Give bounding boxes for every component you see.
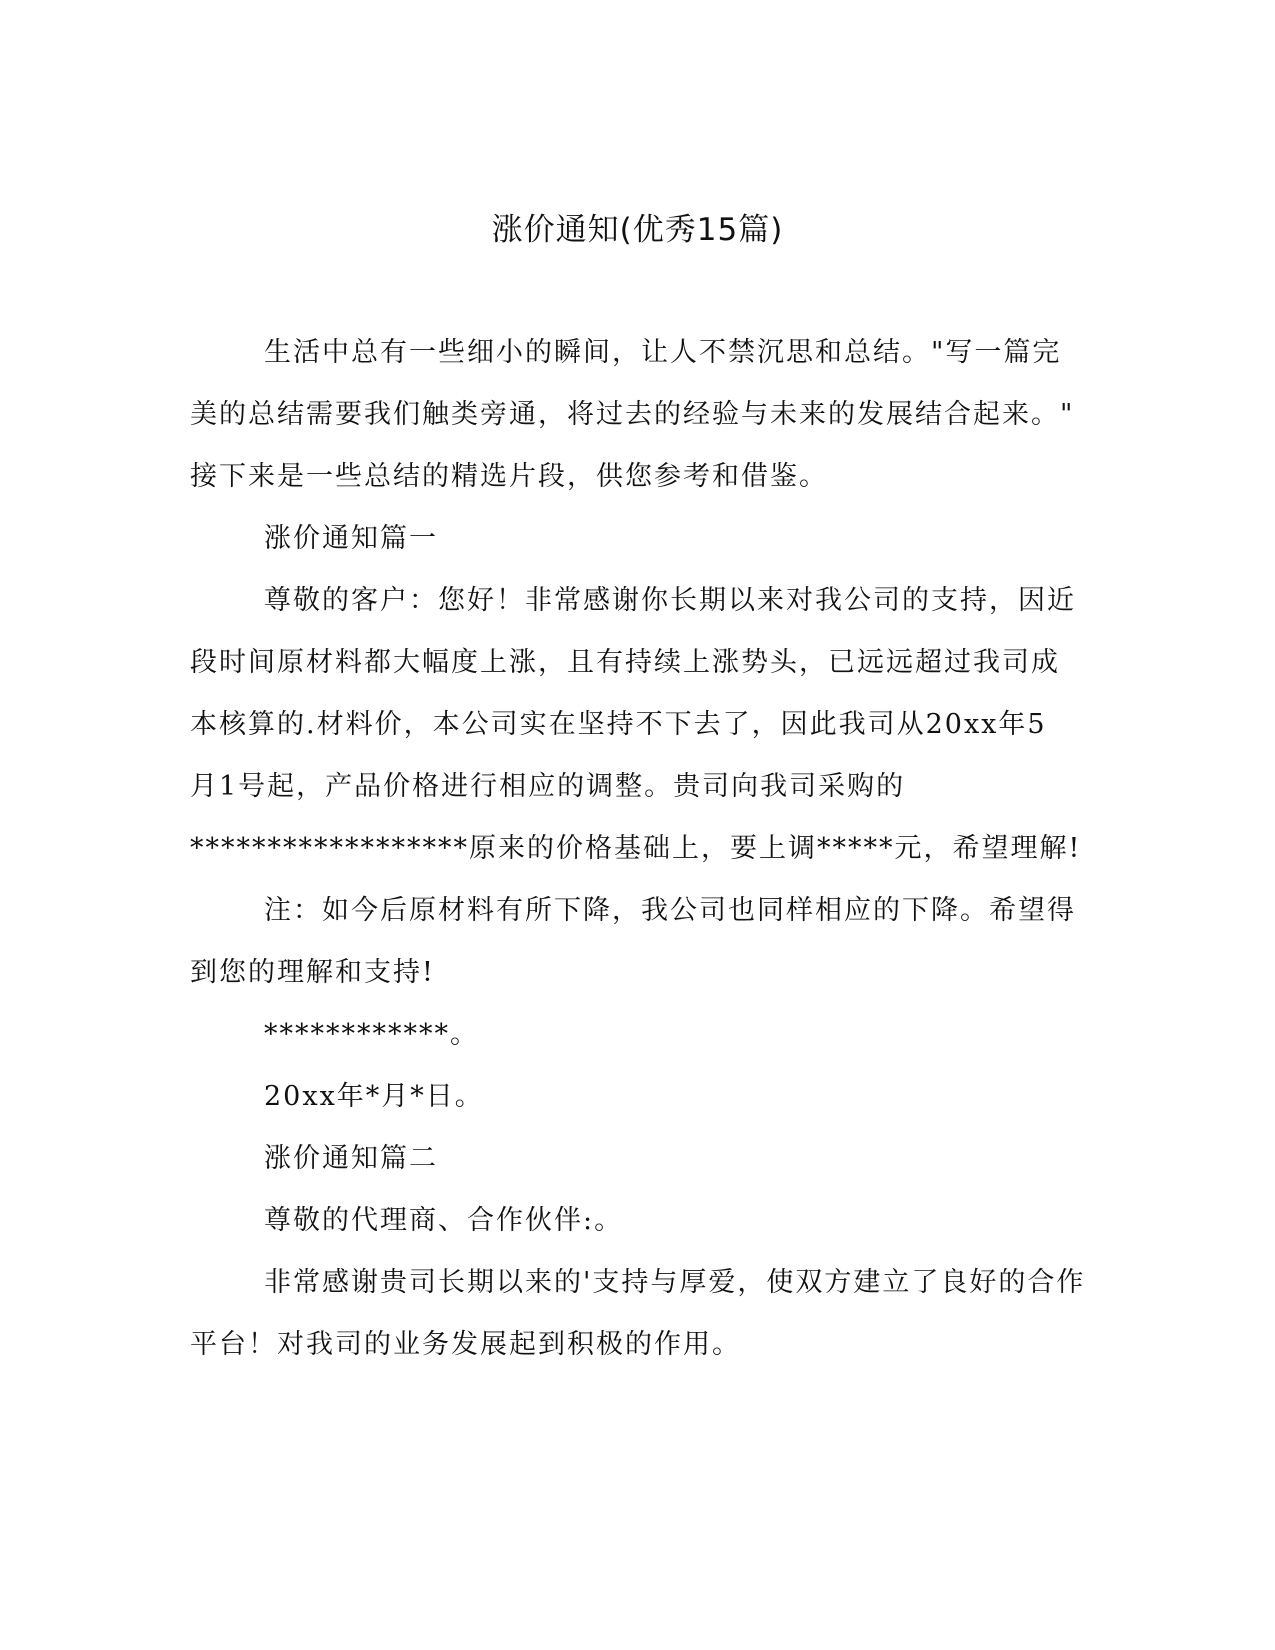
intro-paragraph-line-2: 美的总结需要我们触类旁通，将过去的经验与未来的发展结合起来。" <box>190 399 1075 430</box>
notice-1-note-line-2: 到您的理解和支持! <box>190 957 435 988</box>
notice-1-note-line-1: 注：如今后原材料有所下降，我公司也同样相应的下降。希望得 <box>264 895 1076 926</box>
notice-1-paragraph-line-1: 尊敬的客户：您好！非常感谢你长期以来对我公司的支持，因近 <box>264 585 1076 616</box>
document-body <box>190 322 1086 1376</box>
intro-paragraph-line-3: 接下来是一些总结的精选片段，供您参考和借鉴。 <box>190 461 828 492</box>
notice-1-paragraph-line-3: 本核算的.材料价，本公司实在坚持不下去了，因此我司从20xx年5 <box>190 709 1047 740</box>
notice-2-paragraph-line-2: 平台！对我司的业务发展起到积极的作用。 <box>190 1329 741 1360</box>
intro-paragraph-line-1: 生活中总有一些细小的瞬间，让人不禁沉思和总结。"写一篇完 <box>264 337 1062 368</box>
section-heading-2: 涨价通知篇二 <box>264 1143 438 1174</box>
notice-1-signature: ************。 <box>264 1019 479 1050</box>
section-heading-1: 涨价通知篇一 <box>264 523 438 554</box>
document-title: 涨价通知(优秀15篇) <box>491 212 784 248</box>
notice-2-paragraph-line-1: 非常感谢贵司长期以来的'支持与厚爱，使双方建立了良好的合作 <box>264 1267 1086 1298</box>
notice-1-date: 20xx年*月*日。 <box>264 1081 484 1112</box>
notice-2-salutation: 尊敬的代理商、合作伙伴:。 <box>264 1205 624 1236</box>
notice-1-paragraph-line-2: 段时间原材料都大幅度上涨，且有持续上涨势头，已远远超过我司成 <box>190 647 1060 678</box>
notice-1-paragraph-line-4: 月1号起，产品价格进行相应的调整。贵司向我司采购的 <box>190 771 906 802</box>
notice-1-paragraph-line-5: ******************原来的价格基础上，要上调*****元，希望理解! <box>190 833 1082 864</box>
